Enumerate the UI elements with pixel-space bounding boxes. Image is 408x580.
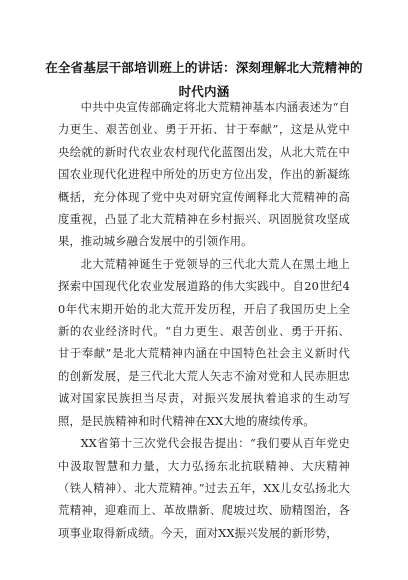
document-title-line-1: 在全省基层干部培训班上的讲话：深刻理解北大荒精神的 — [45, 60, 363, 75]
document-body — [58, 97, 350, 545]
document-title-line-2: 时代内涵 — [178, 84, 230, 99]
paragraph-3: XX省第十三次党代会报告提出：“我们要从百年党史中汲取智慧和力量，大力弘扬东北抗联精神、大庆精神（铁人精神）、北大荒精神。”过去五年，XX儿女弘扬北大荒精神，迎难而上、革故鼎新、爬坡过坎、励精图治，各项事业取得新成绩。今天，面对XX振兴发展的新形势， — [58, 437, 350, 540]
paragraph-2: 北大荒精神诞生于党领导的三代北大荒人在黑土地上探索中国现代化农业发展道路的伟大实践中。自20世纪40年代末期开始的北大荒开发历程，开启了我国历史上全新的农业经济时代。“自力更生、艰苦创业、勇于开拓、甘于奉献”是北大荒精神内涵在中国特色社会主义新时代的创新发展，是三代北大荒人矢志不渝对党和人民赤胆忠诚对国家民族担当尽责，对振兴发展执着追求的生动写照，是民族精神和时代精神在XX大地的赓续传承。 — [58, 257, 350, 428]
paragraph-1: 中共中央宣传部确定将北大荒精神基本内涵表述为“自力更生、艰苦创业、勇于开拓、甘于奉献”，这是从党中央绘就的新时代农业农村现代化蓝图出发，从北大荒在中国农业现代化进程中所处的历史方位出发，作出的新凝练概括，充分体现了党中央对研究宣传阐释北大荒精神的高度重视，凸显了北大荒精神在乡村振兴、巩固脱贫攻坚成果，推动城乡融合发展中的引领作用。 — [58, 101, 350, 249]
